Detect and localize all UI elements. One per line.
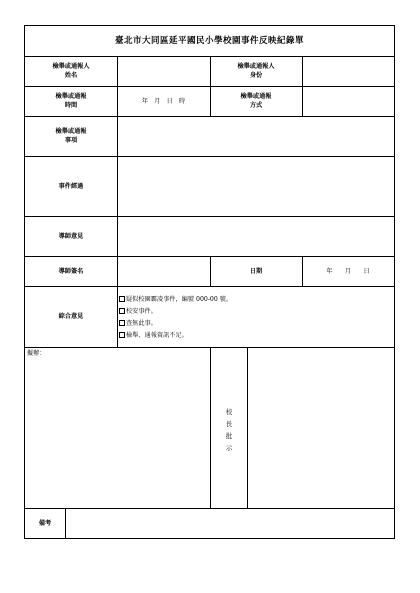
grid-line xyxy=(25,156,394,157)
grid-line xyxy=(25,508,394,509)
grid-line xyxy=(25,116,394,117)
principal-label: 校 長 批 示 xyxy=(225,408,233,452)
report-item-label: 檢舉或通報 事項 xyxy=(55,128,87,144)
checkbox[interactable] xyxy=(119,332,125,338)
checkbox[interactable] xyxy=(119,308,125,314)
date-value: 年 月 日 xyxy=(326,268,370,275)
reporter-name-label: 檢舉或通報人 姓名 xyxy=(52,63,90,79)
option-insufficient-info[interactable]: 檢舉、通報資訊不足。 xyxy=(119,331,188,340)
mentor-opinion-label: 導師意見 xyxy=(58,233,84,240)
date-label: 日期 xyxy=(249,268,263,275)
grid-line xyxy=(302,56,303,116)
report-method-label: 檢舉或通報 方式 xyxy=(240,93,272,109)
note-label: 備考 xyxy=(38,520,52,527)
report-time-label: 檢舉或通報 時間 xyxy=(55,93,87,109)
grid-line xyxy=(247,347,248,508)
checkbox[interactable] xyxy=(119,296,125,302)
option-bullying[interactable]: 疑似校園霸凌事件，編號 000-00 號。 xyxy=(119,295,232,304)
option-campus-safety[interactable]: 校安事件。 xyxy=(119,307,157,316)
report-time-value: 年 月 日 時 xyxy=(141,98,186,105)
grid-line xyxy=(210,347,211,508)
mentor-signature-label: 導師簽名 xyxy=(58,268,84,275)
event-process-label: 事件經過 xyxy=(58,183,84,190)
grid-line xyxy=(25,216,394,217)
form-title: 臺北市大同區延平國民小學校園事件反映紀錄單 xyxy=(114,36,304,46)
checkbox[interactable] xyxy=(119,320,125,326)
option-not-found[interactable]: 查無此事。 xyxy=(119,319,157,328)
grid-line xyxy=(65,508,66,538)
incident-report-form xyxy=(24,25,395,539)
grid-line xyxy=(25,286,394,287)
summary-opinion-label: 綜合意見 xyxy=(58,313,84,320)
remark-label: 擬辦： xyxy=(27,350,46,357)
reporter-identity-label: 檢舉或通報人 身份 xyxy=(237,63,275,79)
